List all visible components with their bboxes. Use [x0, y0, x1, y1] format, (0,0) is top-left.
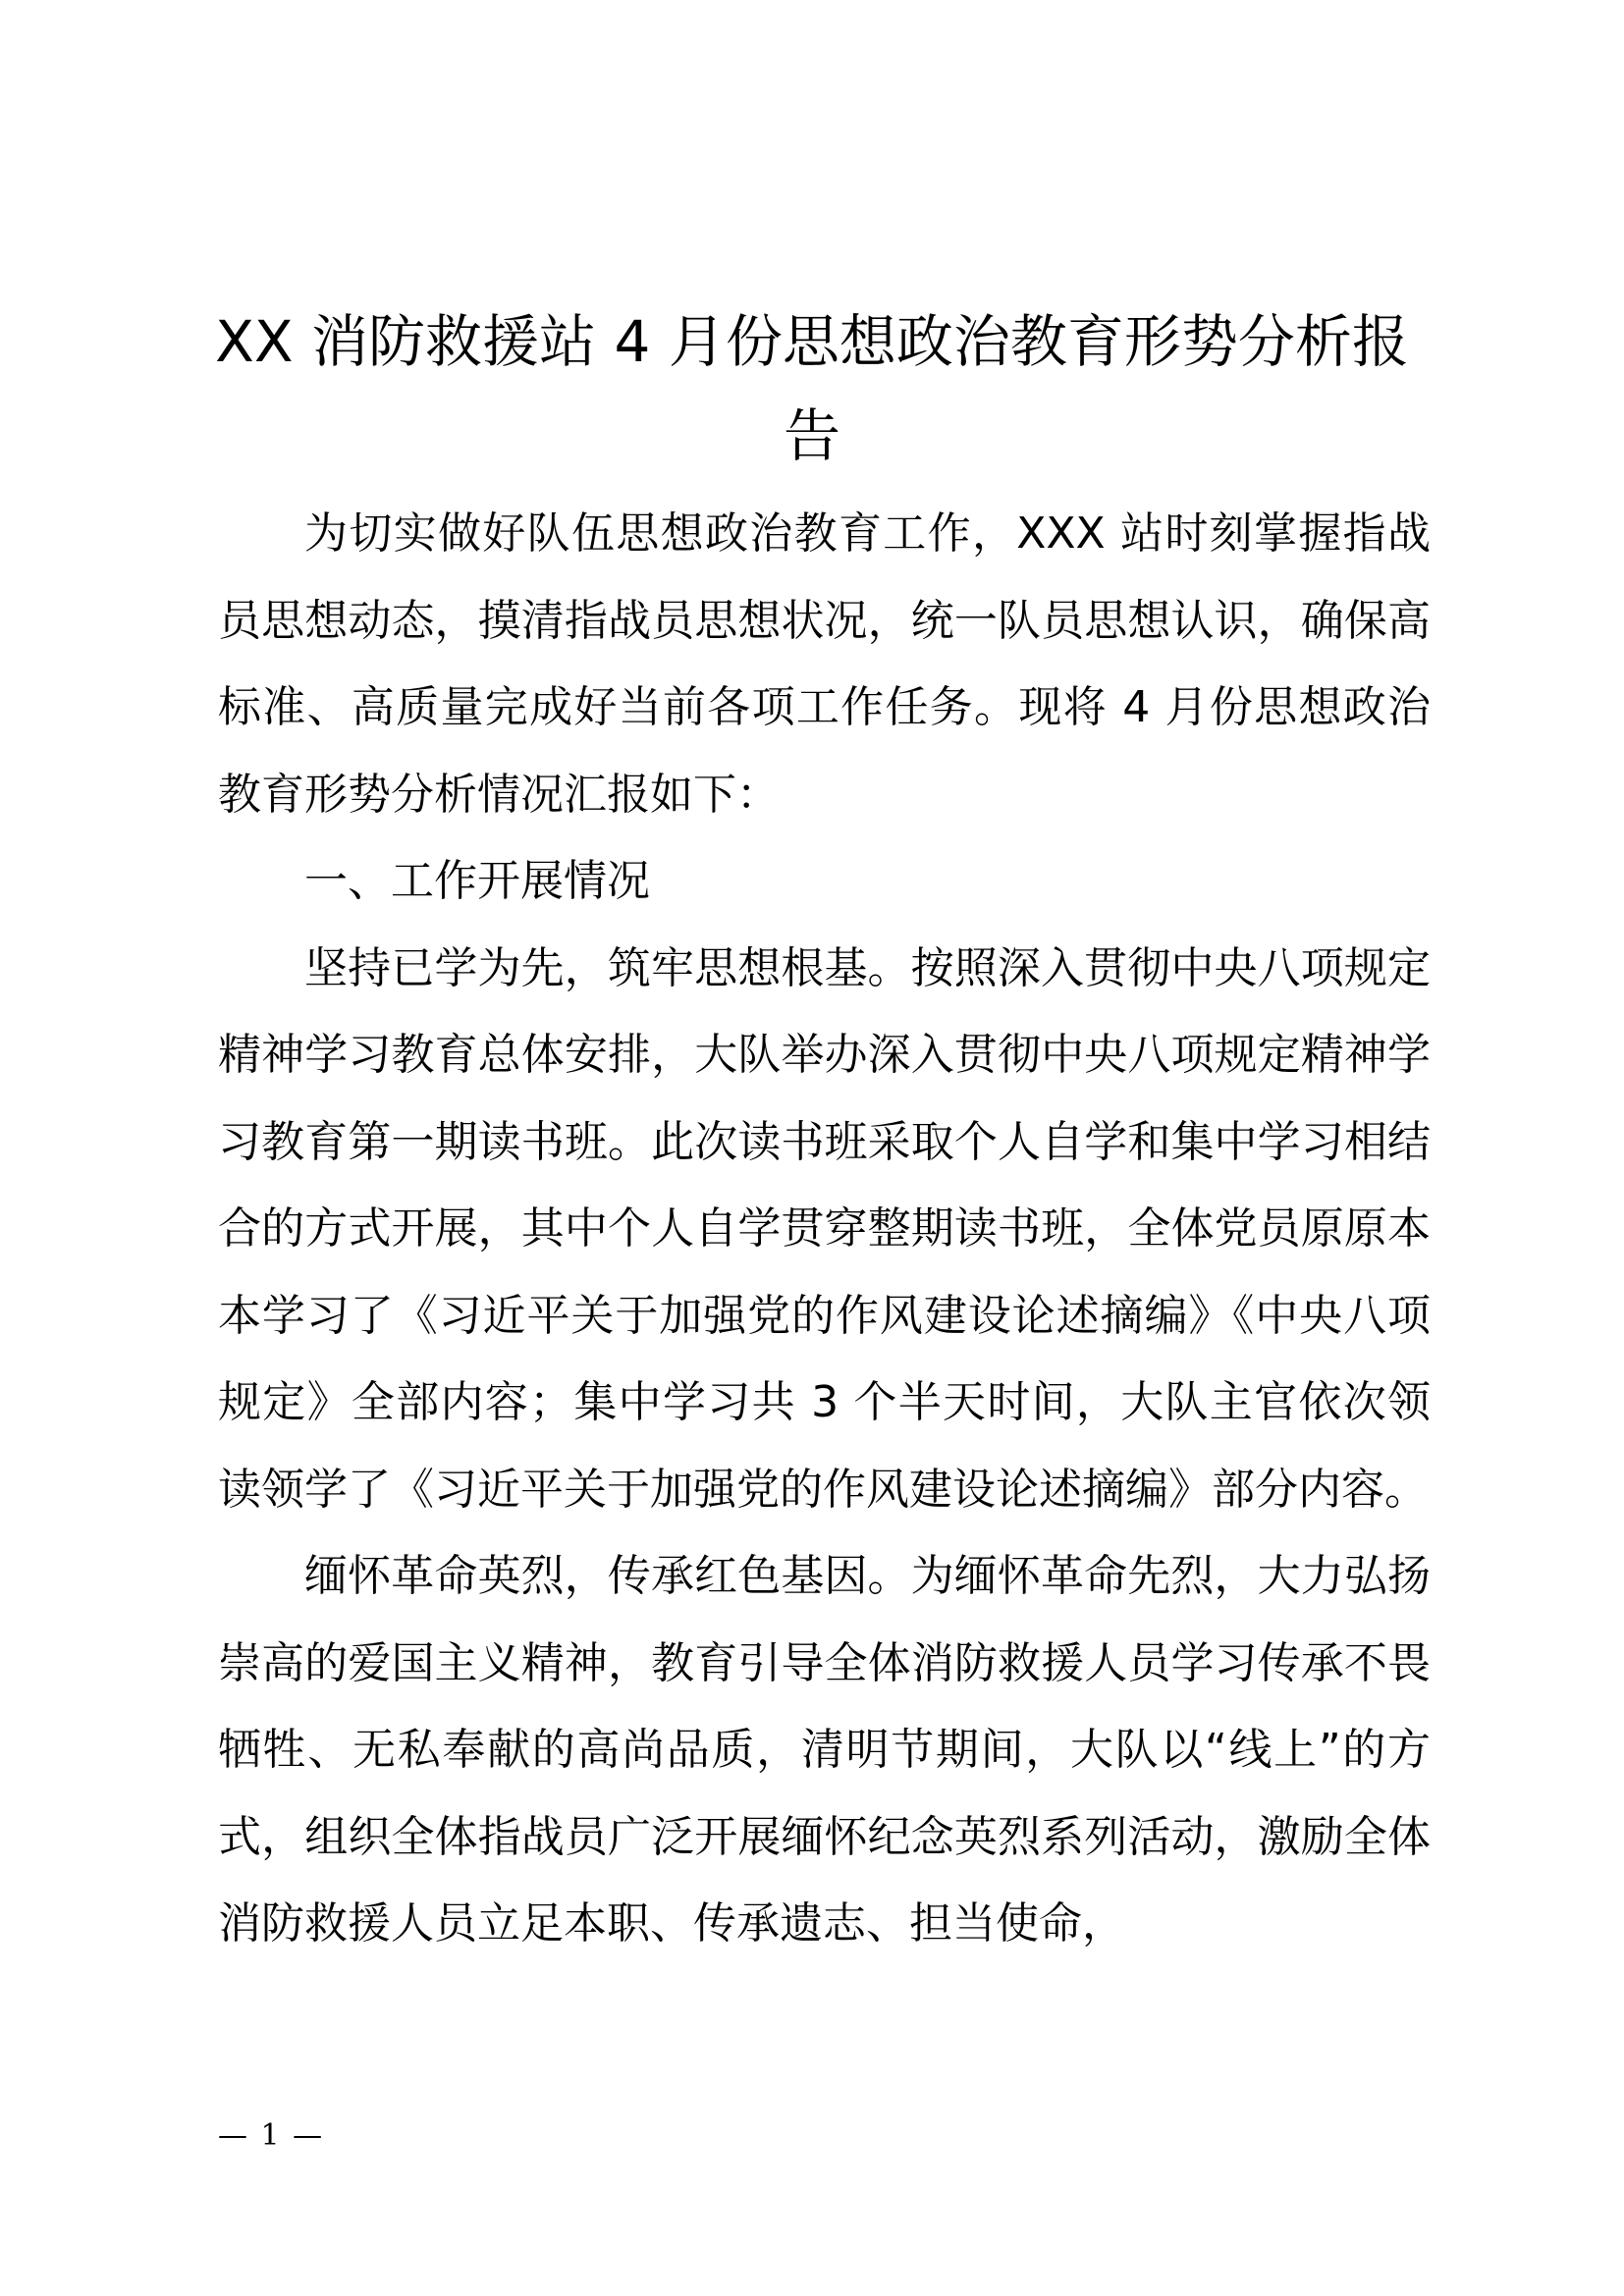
document-body	[218, 491, 1431, 1968]
page-number: — 1 —	[218, 2118, 325, 2153]
martyrs-paragraph: 缅怀革命英烈，传承红色基因。为缅怀革命先烈，大力弘扬崇高的爱国主义精神，教育引导全体消防救援人员学习传承不畏牺牲、无私奉献的高尚品质，清明节期间，大队以“线上”的方式，组织全体指战员广泛开展缅怀纪念英烈系列活动，激励全体消防救援人员立足本职、传承遗志、担当使命，	[218, 1551, 1431, 1949]
intro-paragraph: 为切实做好队伍思想政治教育工作，XXX 站时刻掌握指战员思想动态，摸清指战员思想状况，统一队员思想认识，确保高标准、高质量完成好当前各项工作任务。现将 4 月份思想政治教育形势分析情况汇报如下：	[218, 508, 1431, 820]
document-title: XX 消防救援站 4 月份思想政治教育形势分析报告	[215, 308, 1409, 469]
study-paragraph: 坚持已学为先，筑牢思想根基。按照深入贯彻中央八项规定精神学习教育总体安排，大队举办深入贯彻中央八项规定精神学习教育第一期读书班。此次读书班采取个人自学和集中学习相结合的方式开展，其中个人自学贯穿整期读书班，全体党员原原本本学习了《习近平关于加强党的作风建设论述摘编》《中央八项规定》全部内容；集中学习共 3 个半天时间，大队主官依次领读领学了《习近平关于加强党的作风建设论述摘编》部分内容。	[218, 942, 1431, 1515]
section-heading: 一、工作开展情况	[304, 856, 650, 906]
